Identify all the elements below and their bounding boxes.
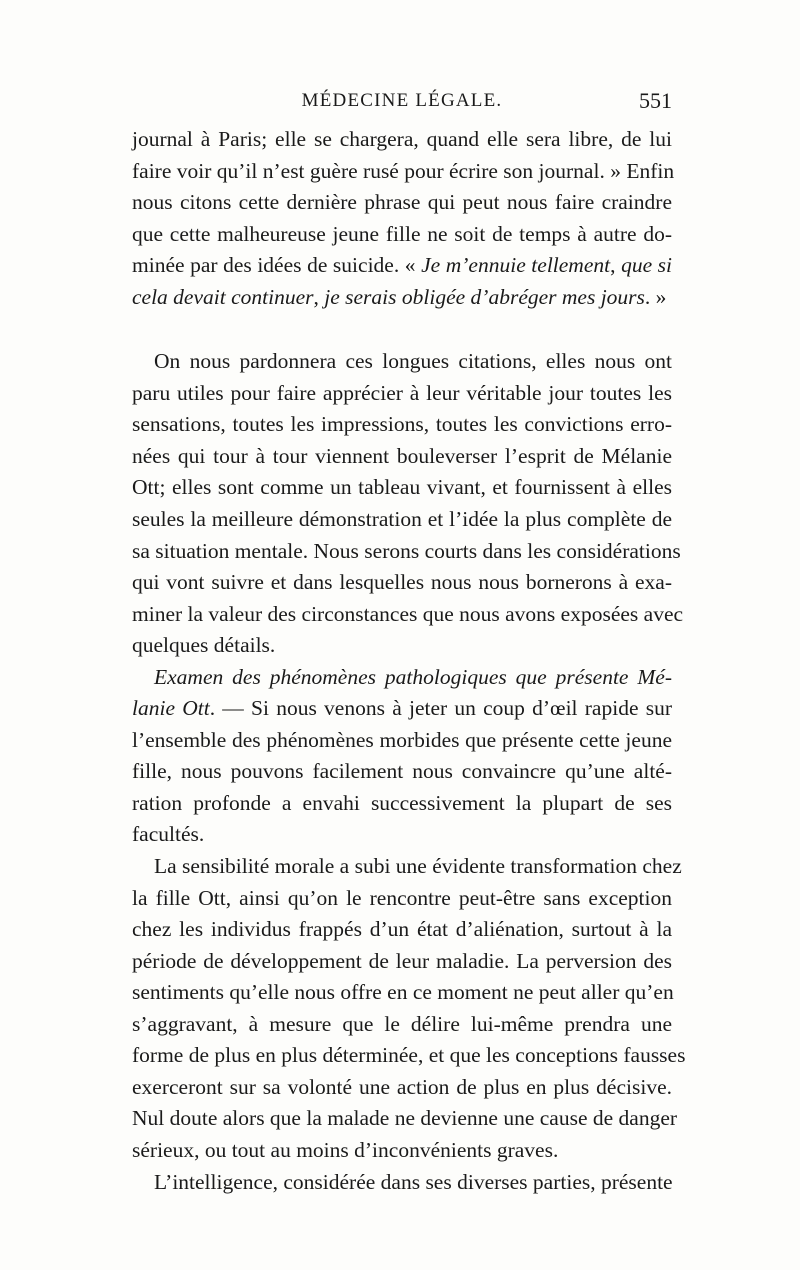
text-line	[132, 662, 672, 694]
text-span: quelques détails.	[132, 633, 276, 658]
text-span: La sensibilité morale a subi une évidente transformation chez	[154, 854, 682, 879]
italic-text-span: lanie Ott	[132, 696, 210, 721]
text-line	[132, 725, 672, 757]
italic-text-span: Examen des phénomènes pathologiques que présente Mé-	[154, 664, 672, 689]
text-span: qui vont suivre et dans lesquelles nous nous bornerons à exa-	[132, 570, 672, 595]
text-span: ration profonde a envahi successivement la plupart de ses	[132, 790, 672, 815]
text-line	[132, 977, 672, 1009]
text-span: facultés.	[132, 822, 205, 847]
text-line	[132, 346, 672, 378]
text-line	[132, 1009, 672, 1041]
text-span: journal à Paris; elle se chargera, quand elle sera libre, de lui	[132, 127, 672, 151]
text-span: seules la meilleure démonstration et l’idée la plus complète de	[132, 507, 672, 532]
text-line	[132, 219, 672, 251]
text-span: . »	[644, 284, 667, 309]
text-line	[132, 883, 672, 915]
page-number: 551	[639, 88, 672, 113]
text-line	[132, 914, 672, 946]
text-span: sa situation mentale. Nous serons courts dans les considérations	[132, 538, 681, 563]
text-span: sentiments qu’elle nous offre en ce moment ne peut aller qu’en	[132, 980, 674, 1005]
text-line	[132, 409, 672, 441]
text-line	[132, 441, 672, 473]
text-span: la fille Ott, ainsi qu’on le rencontre peut-être sans exception	[132, 885, 672, 910]
page-header	[132, 88, 672, 118]
text-line	[132, 1135, 672, 1167]
text-span: On nous pardonnera ces longues citations, elles nous ont	[154, 349, 672, 374]
text-span: période de développement de leur maladie. La perversion des	[132, 948, 672, 973]
italic-text-span: que si	[621, 253, 673, 278]
text-span: chez les individus frappés d’un état d’aliénation, surtout à la	[132, 917, 672, 942]
text-line	[132, 282, 672, 314]
text-line	[132, 1040, 686, 1072]
text-line	[132, 567, 672, 599]
italic-text-span: Je m’ennuie tellement	[421, 253, 611, 278]
italic-text-span: cela devait continuer	[132, 284, 314, 309]
text-span: L’intelligence, considérée dans ses diverses parties, présente	[154, 1169, 673, 1194]
text-span: miner la valeur des circonstances que nous avons exposées avec	[132, 601, 684, 626]
text-line	[132, 819, 672, 851]
text-span: minée par des idées de suicide. «	[132, 253, 422, 278]
text-line	[132, 630, 672, 662]
text-span: sérieux, ou tout au moins d’inconvénients graves.	[132, 1137, 559, 1162]
text-span: exerceront sur sa volonté une action de plus en plus décisive.	[132, 1074, 672, 1099]
text-span: Ott; elles sont comme un tableau vivant, et fournissent à elles	[132, 475, 672, 500]
body-text	[132, 124, 686, 1198]
text-span: nous citons cette dernière phrase qui peut nous faire craindre	[132, 190, 672, 215]
text-span: que cette malheureuse jeune fille ne soit de temps à autre do-	[132, 221, 672, 246]
text-span: paru utiles pour faire apprécier à leur véritable jour toutes les	[132, 380, 672, 405]
text-span: . — Si nous venons à jeter un coup d’œil rapide sur	[209, 696, 672, 721]
text-line	[132, 1167, 672, 1199]
text-span: faire voir qu’il n’est guère rusé pour écrire son journal. » Enfin	[132, 158, 675, 183]
text-span: ,	[313, 284, 325, 309]
text-line	[132, 472, 672, 504]
text-line	[132, 504, 672, 536]
text-line	[132, 851, 682, 883]
text-span: s’aggravant, à mesure que le délire lui-même prendra une	[132, 1011, 672, 1036]
text-line	[132, 788, 672, 820]
text-line	[132, 156, 675, 188]
text-span: forme de plus en plus déterminée, et que les conceptions fausses	[132, 1043, 686, 1068]
text-line	[132, 378, 672, 410]
text-span: Nul doute alors que la malade ne devienne une cause de danger	[132, 1106, 678, 1131]
text-line	[132, 756, 672, 788]
text-span: l’ensemble des phénomènes morbides que présente cette jeune	[132, 727, 672, 752]
text-line	[132, 1072, 672, 1104]
text-span: ,	[610, 253, 622, 278]
text-line	[132, 693, 672, 725]
text-span: nées qui tour à tour viennent bouleverser l’esprit de Mélanie	[132, 443, 672, 468]
text-span: sensations, toutes les impressions, toutes les convictions erro-	[132, 412, 672, 437]
text-line	[132, 946, 672, 978]
text-line	[132, 124, 672, 156]
italic-text-span: je serais obligée d’abréger mes jours	[324, 284, 645, 309]
text-line	[132, 250, 672, 282]
running-title: MÉDECINE LÉGALE.	[301, 90, 503, 111]
text-span: fille, nous pouvons facilement nous convaincre qu’une alté-	[132, 759, 672, 784]
text-line	[132, 187, 672, 219]
text-line	[132, 599, 684, 631]
text-line	[132, 1103, 678, 1135]
text-line	[132, 536, 681, 568]
